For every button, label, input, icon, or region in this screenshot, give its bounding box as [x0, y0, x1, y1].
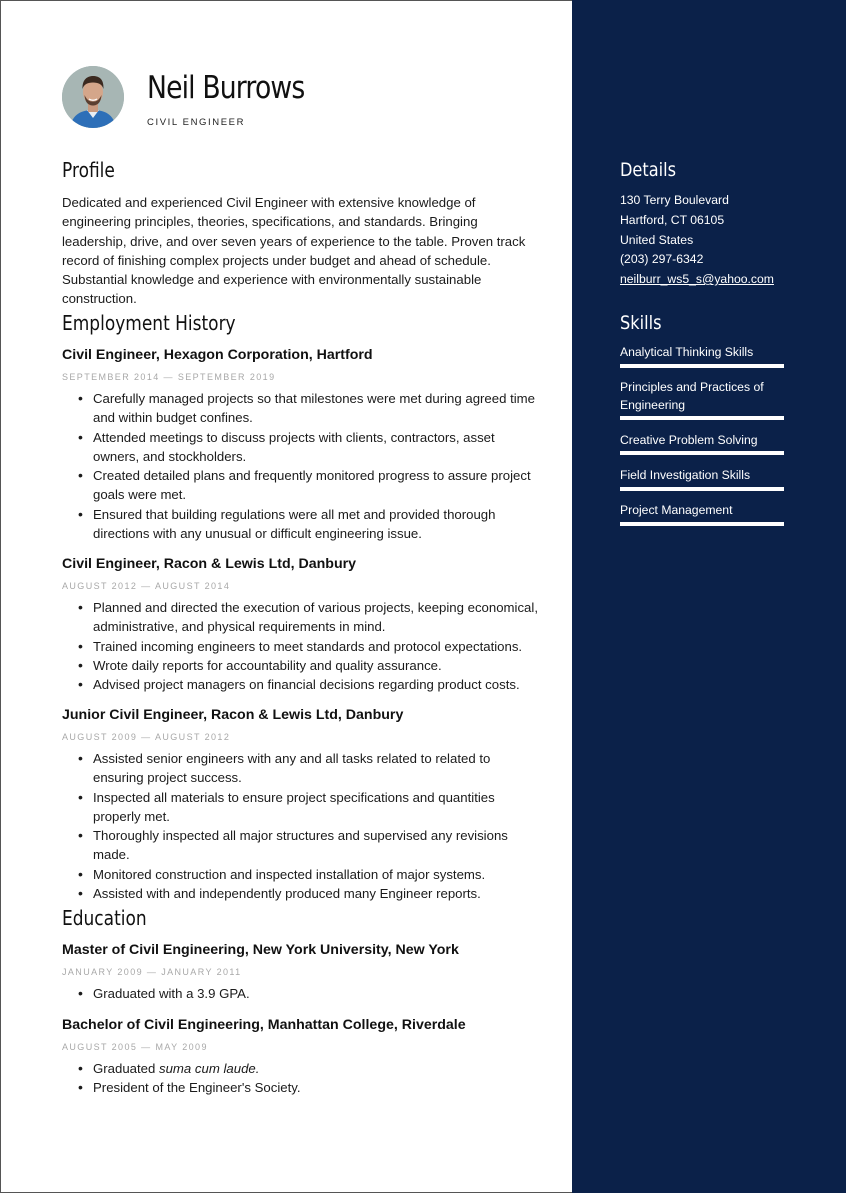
skill-label: Creative Problem Solving: [620, 433, 758, 447]
profile-heading: Profile: [62, 158, 115, 182]
job-dates: AUGUST 2012 — AUGUST 2014: [62, 581, 231, 591]
employment-heading: Employment History: [62, 311, 236, 335]
list-item: • Attended meetings to discuss projects with clients, contractors, asset owners, and stockholders.: [93, 428, 538, 467]
candidate-title: CIVIL ENGINEER: [147, 117, 246, 128]
list-item: • Ensured that building regulations were all met and provided thorough directions with any unusual or difficult engineering issue.: [93, 505, 538, 544]
skill-label: Project Management: [620, 503, 733, 517]
list-item: • Assisted senior engineers with any and all tasks related to related to ensuring project success.: [93, 749, 538, 788]
job-dates: SEPTEMBER 2014 — SEPTEMBER 2019: [62, 372, 276, 382]
list-item: • Planned and directed the execution of various projects, keeping economical, administrative, and physical requirements in mind.: [93, 598, 538, 637]
education-heading-entry: Master of Civil Engineering, New York University, New York: [62, 942, 459, 958]
address-line: 130 Terry Boulevard: [620, 193, 729, 207]
phone-number: (203) 297-6342: [620, 252, 704, 266]
city-line: Hartford, CT 06105: [620, 213, 725, 227]
skills-heading: Skills: [620, 312, 662, 334]
job-heading: Junior Civil Engineer, Racon & Lewis Ltd, Danbury: [62, 707, 404, 723]
avatar: [62, 66, 124, 128]
list-item: • Inspected all materials to ensure project specifications and quantities properly met.: [93, 788, 538, 827]
list-item: [93, 1059, 538, 1078]
skill-level-bar: [620, 487, 784, 491]
education-bullet-list: [62, 984, 538, 1003]
skill-level-bar: [620, 522, 784, 526]
details-heading: Details: [620, 159, 676, 181]
list-item: • Assisted with and independently produced many Engineer reports.: [93, 884, 538, 903]
profile-text: Dedicated and experienced Civil Engineer with extensive knowledge of engineering principles, theories, specifications, and standards. Bringing leadership, drive, and over seven years of experience to the table. Proven track record of finishing complex projects under budget and ahead of schedule. Substantial knowledge and experience with environmentally sustainable construction.: [62, 195, 526, 307]
bullet-emphasis: suma cum laude.: [158, 1061, 260, 1076]
list-item: • President of the Engineer's Society.: [93, 1078, 538, 1097]
skill-label: Principles and Practices of Engineering: [620, 380, 764, 412]
bullet-prefix: Graduated: [93, 1061, 159, 1076]
education-dates: AUGUST 2005 — MAY 2009: [62, 1042, 208, 1052]
list-item: • Thoroughly inspected all major structures and supervised any revisions made.: [93, 826, 538, 865]
list-item: • Monitored construction and inspected installation of major systems.: [93, 865, 538, 884]
job-bullet-list: [62, 598, 538, 694]
email-link[interactable]: neilburr_ws5_s@yahoo.com: [620, 272, 774, 286]
job-bullet-list: [62, 389, 538, 543]
skill-level-bar: [620, 451, 784, 455]
skill-level-bar: [620, 364, 784, 368]
list-item: • Wrote daily reports for accountability and quality assurance.: [93, 656, 538, 675]
education-heading-entry: Bachelor of Civil Engineering, Manhattan College, Riverdale: [62, 1017, 466, 1033]
education-heading: Education: [62, 906, 147, 930]
skill-label: Analytical Thinking Skills: [620, 345, 754, 359]
skill-level-bar: [620, 416, 784, 420]
candidate-name: Neil Burrows: [147, 70, 305, 106]
education-bullet-list: [62, 1059, 538, 1098]
education-dates: JANUARY 2009 — JANUARY 2011: [62, 967, 242, 977]
sidebar: [572, 0, 846, 1193]
list-item: • Trained incoming engineers to meet standards and protocol expectations.: [93, 637, 538, 656]
job-heading: Civil Engineer, Racon & Lewis Ltd, Danbury: [62, 556, 357, 572]
list-item: • Advised project managers on financial decisions regarding product costs.: [93, 675, 538, 694]
skill-label: Field Investigation Skills: [620, 468, 751, 482]
job-heading: Civil Engineer, Hexagon Corporation, Hartford: [62, 347, 373, 363]
list-item: • Graduated with a 3.9 GPA.: [93, 984, 538, 1003]
list-item: • Carefully managed projects so that milestones were met during agreed time and within budget confines.: [93, 389, 538, 428]
list-item: • Created detailed plans and frequently monitored progress to assure project goals were met.: [93, 466, 538, 505]
job-bullet-list: [62, 749, 538, 903]
country-line: United States: [620, 233, 694, 247]
job-dates: AUGUST 2009 — AUGUST 2012: [62, 732, 231, 742]
